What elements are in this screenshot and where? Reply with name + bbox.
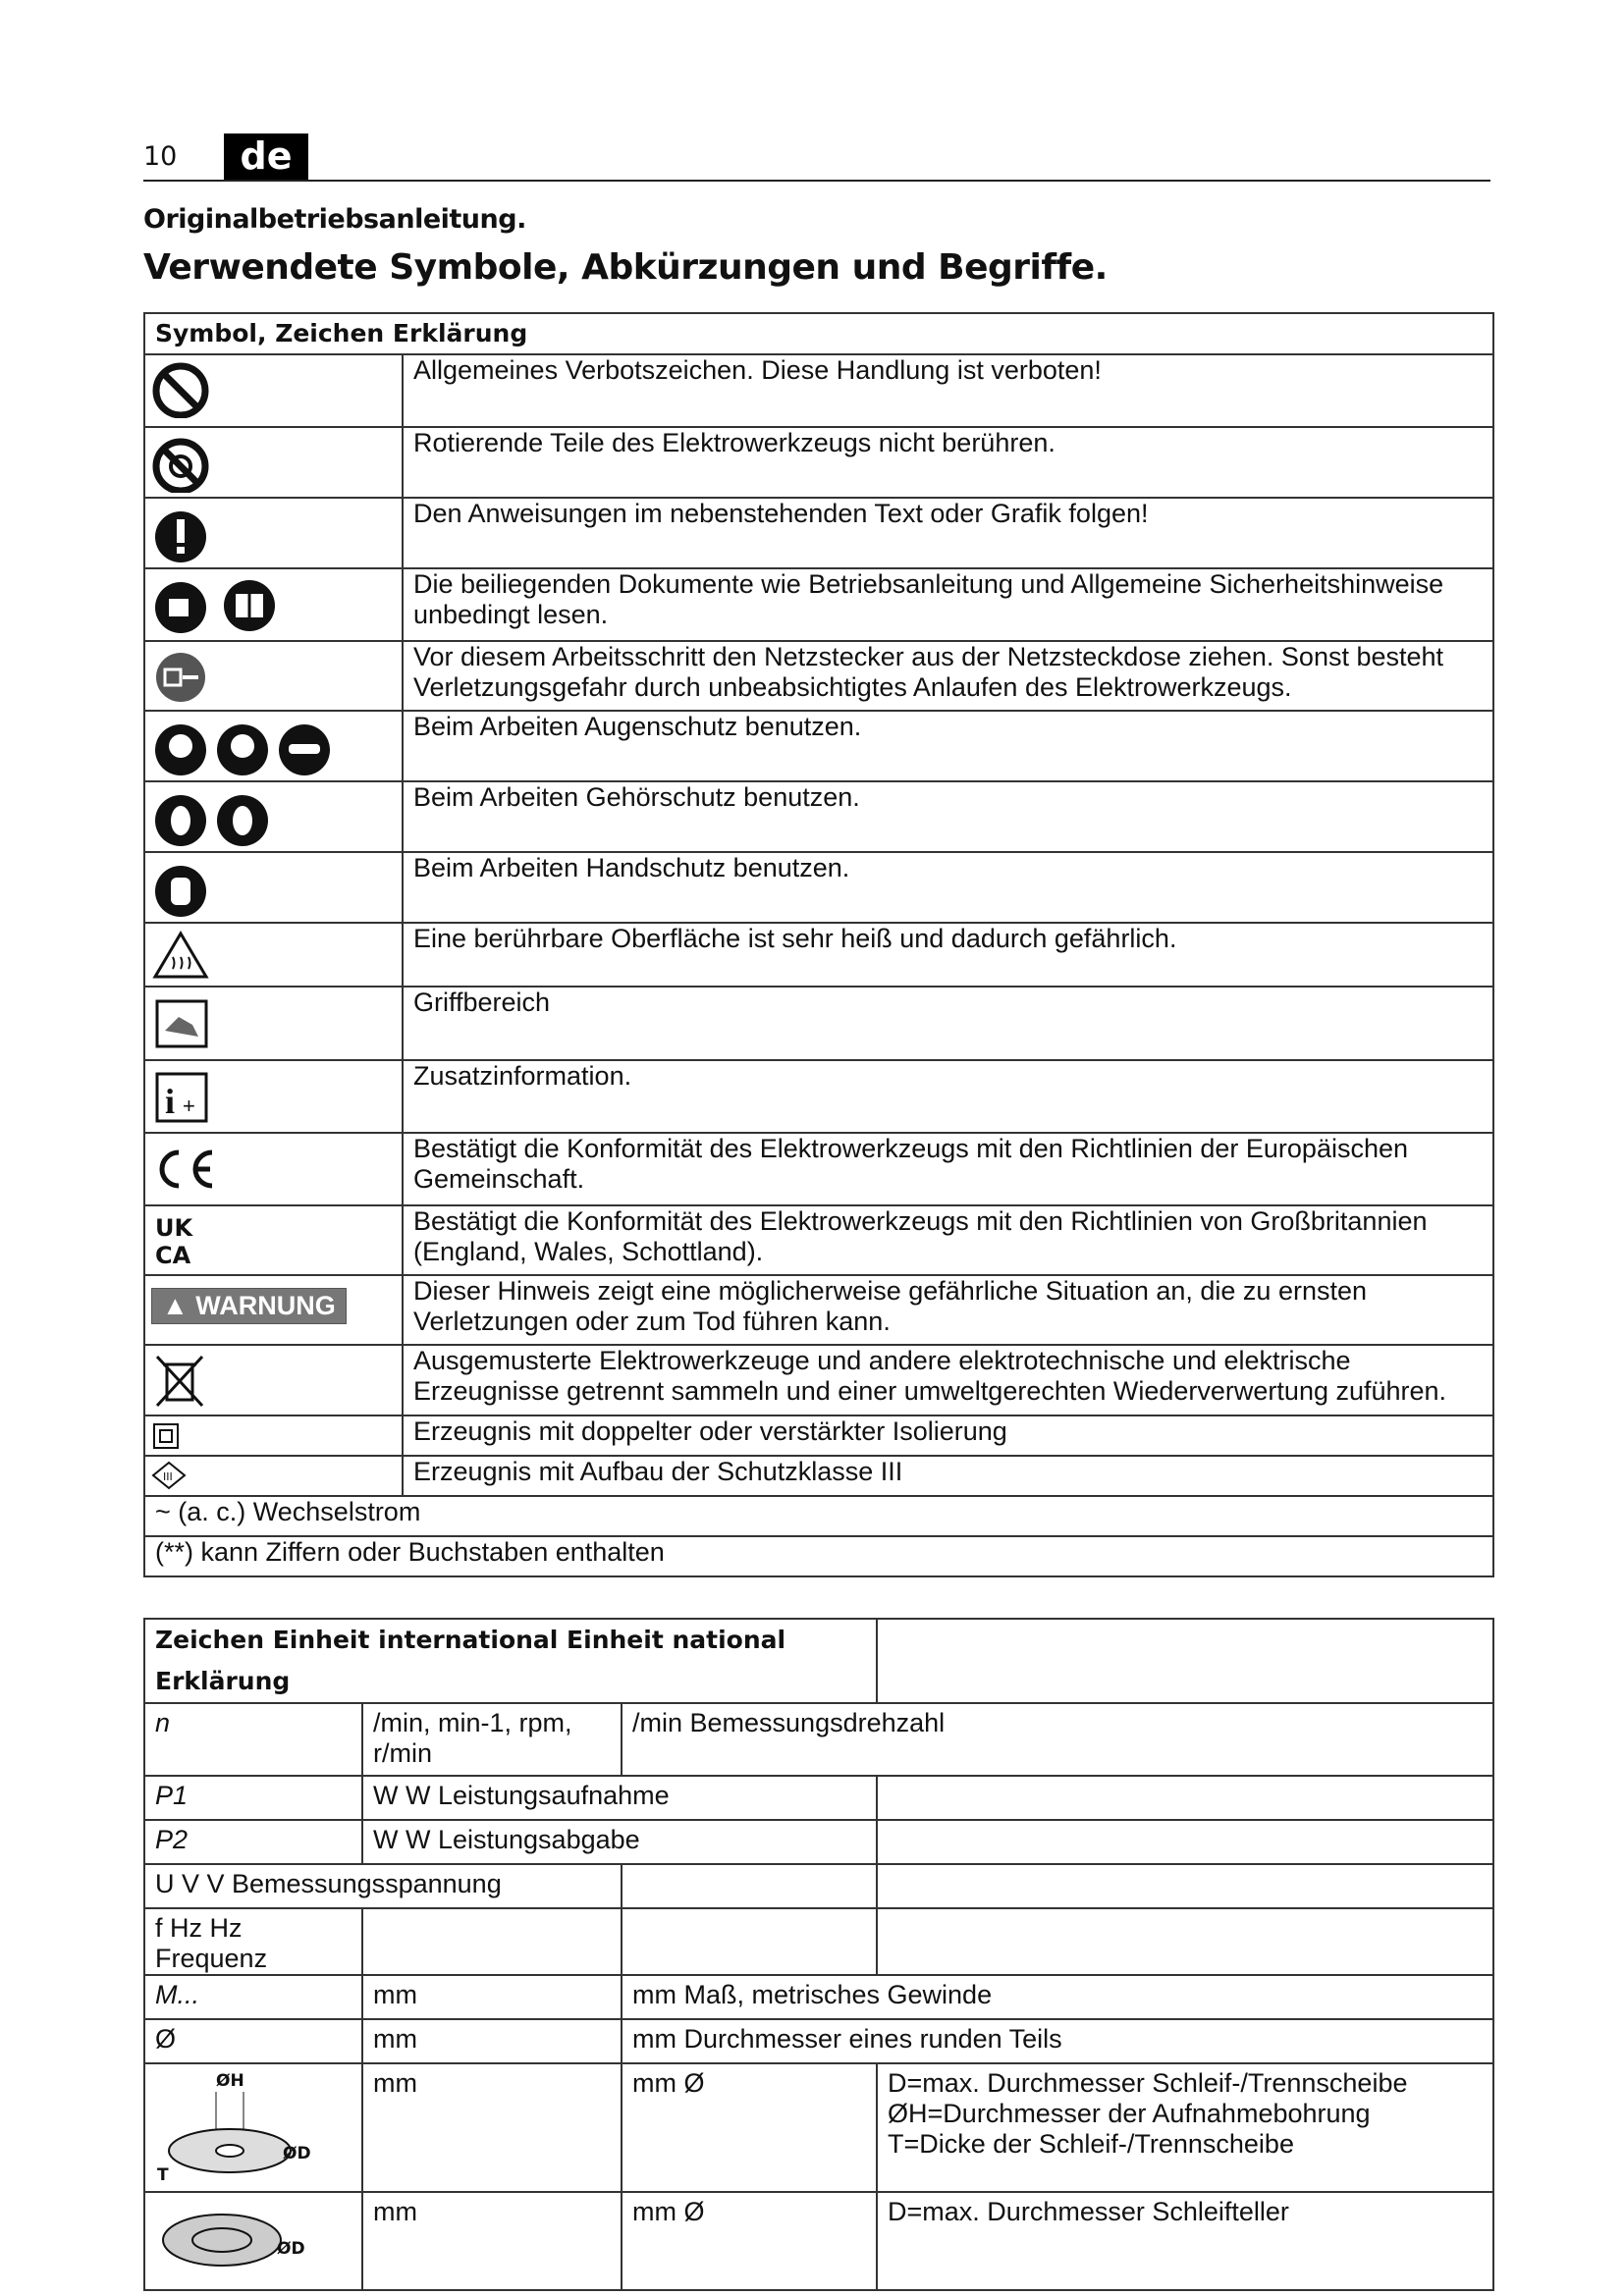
table-row: i + Zusatzinformation. <box>144 1060 1493 1133</box>
table-row: (**) kann Ziffern oder Buchstaben enthalten <box>144 1536 1493 1576</box>
symbols-table-header: Symbol, Zeichen Erklärung <box>144 313 1493 354</box>
info-icon <box>151 1065 210 1126</box>
double-insulation-icon <box>151 1420 181 1450</box>
table-row: ▲ WARNUNG Dieser Hinweis zeigt eine möglicherweise gefährliche Situation an, die zu ernsten Verletzungen oder zum Tod führen kann. <box>144 1275 1493 1345</box>
read-manual-icon <box>151 573 279 634</box>
units-table-header: Zeichen Einheit international Einheit national Erklärung <box>144 1619 877 1703</box>
table-row: Beim Arbeiten Handschutz benutzen. <box>144 852 1493 923</box>
ce-mark-icon <box>151 1138 220 1199</box>
no-touch-rotating-icon <box>151 432 210 493</box>
table-row: Erzeugnis mit doppelter oder verstärkter Isolierung <box>144 1415 1493 1456</box>
table-row: III Erzeugnis mit Aufbau der Schutzklasse III <box>144 1456 1493 1496</box>
table-row: P1 W W Leistungsaufnahme <box>144 1776 1493 1820</box>
svg-text:T: T <box>157 2165 169 2184</box>
table-row: Vor diesem Arbeitsschritt den Netzstecker aus der Netzsteckdose ziehen. Sonst besteht Verletzungsgefahr durch unbeabsichtigtes Anlaufen des Elektrowerkzeugs. <box>144 641 1493 711</box>
weee-bin-icon <box>151 1350 210 1411</box>
svg-text:CA: CA <box>155 1242 191 1269</box>
units-table <box>143 1618 1494 2291</box>
table-row: Beim Arbeiten Gehörschutz benutzen. <box>144 781 1493 852</box>
document-subtitle: Originalbetriebsanleitung. <box>143 204 526 235</box>
symbols-table <box>143 312 1494 1577</box>
table-row: ~ (a. c.) Wechselstrom <box>144 1496 1493 1536</box>
page-title: Verwendete Symbole, Abkürzungen und Begriffe. <box>143 247 1108 288</box>
prohibition-icon <box>151 359 210 418</box>
table-row: Eine berührbare Oberfläche ist sehr heiß und dadurch gefährlich. <box>144 923 1493 987</box>
backing-pad-figure <box>155 2197 322 2279</box>
table-row: n /min, min-1, rpm, r/min /min Bemessungsdrehzahl <box>144 1703 1493 1776</box>
svg-text:ØD: ØD <box>277 2239 305 2259</box>
table-row: UK CA Bestätigt die Konformität des Elektrowerkzeugs mit den Richtlinien von Großbritannien (England, Wales, Schottland). <box>144 1205 1493 1275</box>
unplug-icon <box>151 646 210 705</box>
table-row: U V V Bemessungsspannung <box>144 1864 1493 1908</box>
mandatory-exclamation-icon <box>151 503 210 563</box>
table-row: Griffbereich <box>144 987 1493 1060</box>
table-row: Beim Arbeiten Augenschutz benutzen. <box>144 711 1493 781</box>
svg-text:i: i <box>165 1082 176 1121</box>
table-row: Allgemeines Verbotszeichen. Diese Handlung ist verboten! <box>144 354 1493 427</box>
ukca-mark-icon <box>151 1210 210 1269</box>
table-row: M... mm mm Maß, metrisches Gewinde <box>144 1975 1493 2019</box>
table-row: Ø mm mm Durchmesser eines runden Teils <box>144 2019 1493 2063</box>
eye-protection-icon <box>151 716 338 776</box>
table-row: f Hz Hz Frequenz <box>144 1908 1493 1975</box>
svg-text:+: + <box>183 1094 195 1118</box>
page-number: 10 <box>143 141 178 172</box>
table-row: Ausgemusterte Elektrowerkzeuge und andere elektrotechnische und elektrische Erzeugnisse getrennt sammeln und einer umweltgerechten Wiederverwertung zuführen. <box>144 1345 1493 1415</box>
hearing-protection-icon <box>151 786 279 847</box>
warning-label: ▲ WARNUNG <box>151 1288 347 1324</box>
svg-text:UK: UK <box>155 1214 193 1242</box>
header-rule <box>143 180 1490 182</box>
svg-text:ØH: ØH <box>216 2071 244 2091</box>
table-row: P2 W W Leistungsabgabe <box>144 1820 1493 1864</box>
grip-area-icon <box>151 991 210 1050</box>
hot-surface-icon <box>151 928 210 982</box>
table-row: ØH ØD T mm mm Ø D=max. Durchmesser Schleif-/Trennscheibe ØH=Durchmesser der Aufnahmebohrung T=Dicke der Schleif-/Trennscheibe <box>144 2063 1493 2192</box>
class-three-icon <box>151 1461 187 1490</box>
gloves-icon <box>151 857 210 918</box>
svg-text:ØD: ØD <box>283 2144 311 2163</box>
table-row: ØD mm mm Ø D=max. Durchmesser Schleifteller <box>144 2192 1493 2290</box>
language-badge: de <box>224 133 308 180</box>
table-row: Rotierende Teile des Elektrowerkzeugs nicht berühren. <box>144 427 1493 498</box>
table-row: Bestätigt die Konformität des Elektrowerkzeugs mit den Richtlinien der Europäischen Gemeinschaft. <box>144 1133 1493 1205</box>
table-row: Die beiliegenden Dokumente wie Betriebsanleitung und Allgemeine Sicherheitshinweise unbedingt lesen. <box>144 568 1493 641</box>
disc-dimensions-figure <box>155 2068 322 2184</box>
table-row: Den Anweisungen im nebenstehenden Text oder Grafik folgen! <box>144 498 1493 568</box>
svg-text:III: III <box>163 1470 173 1483</box>
